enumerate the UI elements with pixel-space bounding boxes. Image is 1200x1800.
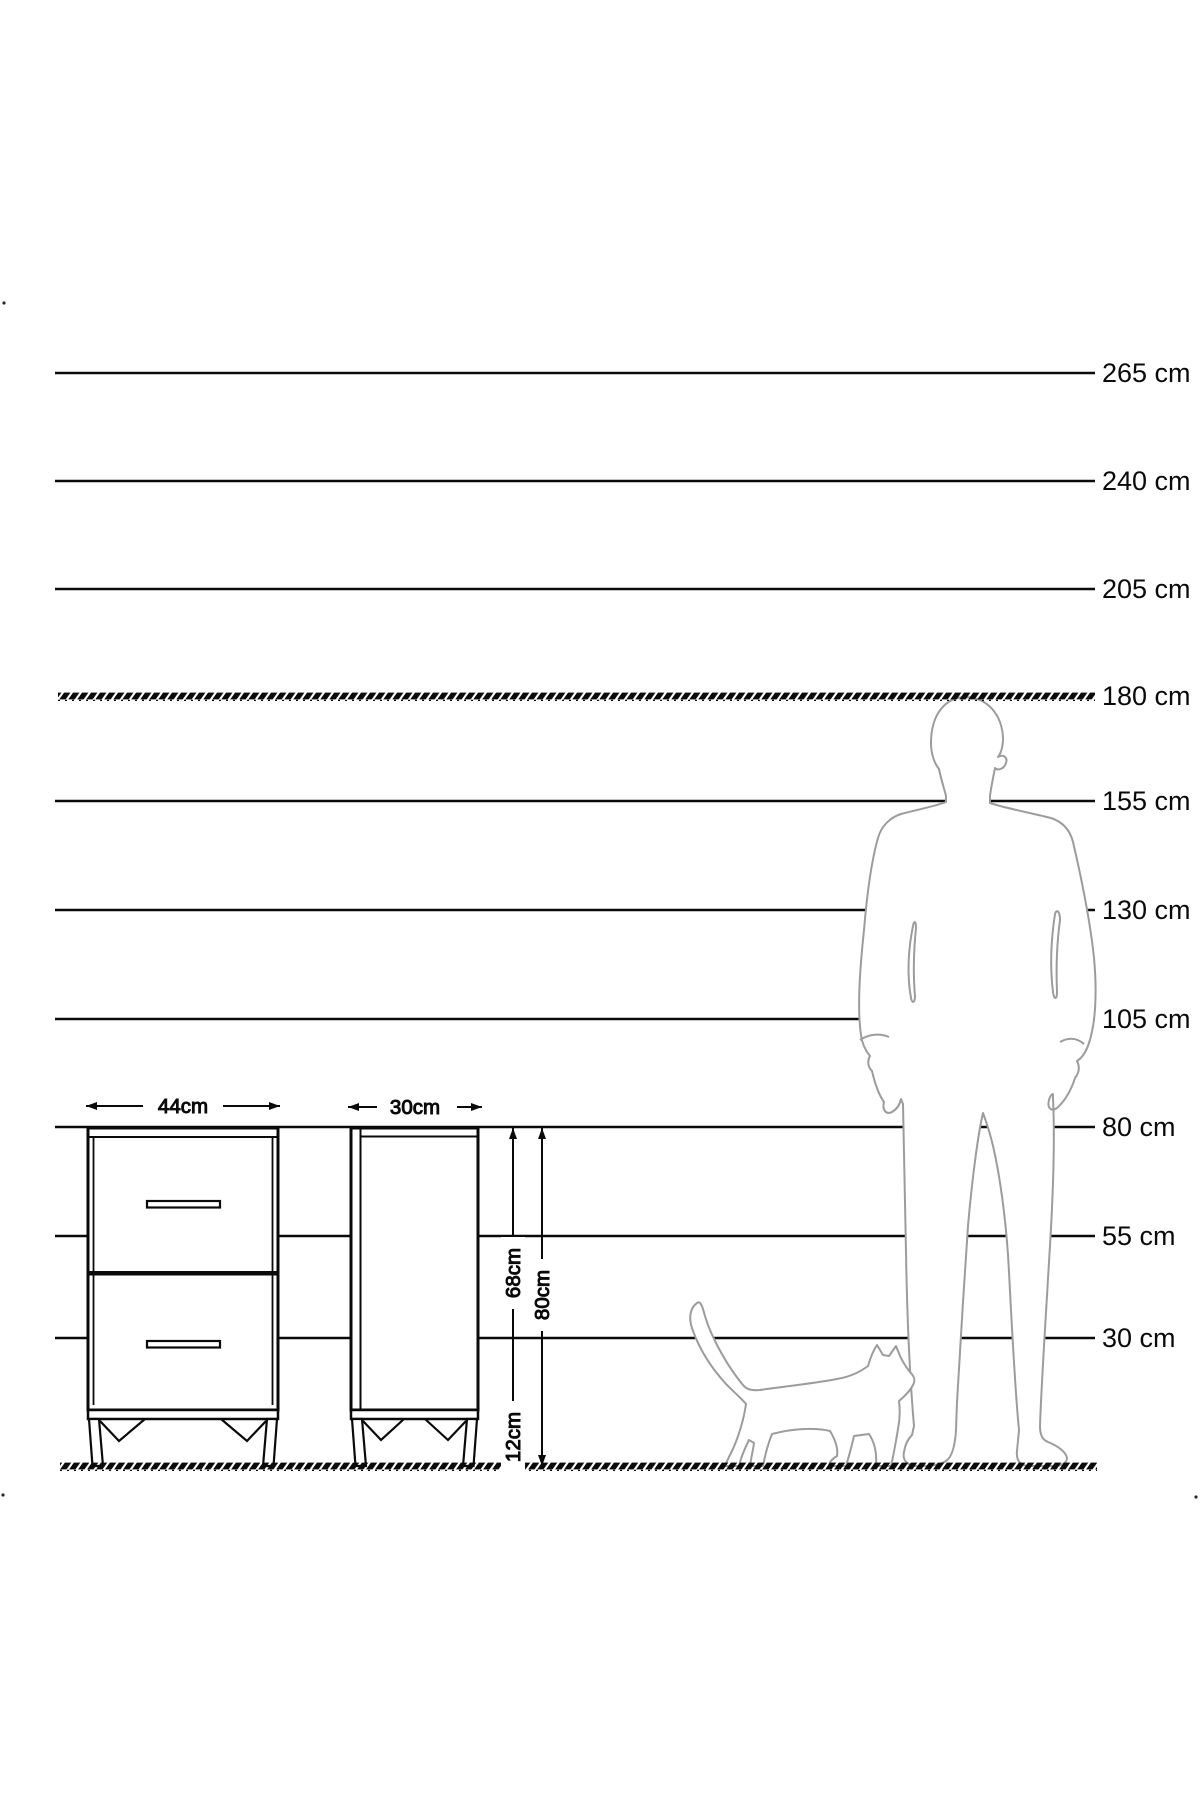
scale-label-80: 80 cm — [1102, 1112, 1176, 1142]
front-carcass — [88, 1128, 278, 1410]
scale-label-205: 205 cm — [1102, 574, 1191, 604]
scale-label-265: 265 cm — [1102, 358, 1191, 388]
hatched-line-180cm — [58, 693, 1095, 700]
front-right-leg-brace — [221, 1419, 266, 1441]
front-width-label: 44cm — [157, 1095, 209, 1118]
side-carcass — [351, 1128, 478, 1410]
speck — [1, 1493, 4, 1496]
scale-label-130: 130 cm — [1102, 895, 1191, 925]
side-right-leg-brace — [425, 1419, 466, 1440]
carcass-and-leg-height-dimension — [501, 1128, 525, 1473]
scale-label-240: 240 cm — [1102, 466, 1191, 496]
leg-height-label: 12cm — [502, 1411, 525, 1463]
speck — [1194, 1495, 1197, 1498]
walking-cat-silhouette — [690, 1302, 914, 1466]
side-depth-dimension — [348, 1093, 482, 1119]
front-left-leg-brace — [100, 1419, 145, 1441]
arrowhead-right — [269, 1102, 280, 1110]
side-depth-label: 30cm — [389, 1096, 441, 1119]
nightstand-side-view — [351, 1128, 478, 1466]
side-right-leg — [463, 1419, 477, 1466]
scale-label-30: 30 cm — [1102, 1323, 1176, 1353]
scale-label-105: 105 cm — [1102, 1004, 1191, 1034]
side-left-leg — [352, 1419, 366, 1466]
arrowhead-left — [86, 1102, 97, 1110]
speck — [2, 301, 5, 304]
front-left-leg — [89, 1419, 103, 1466]
cat-silhouette — [690, 1302, 914, 1466]
arrowhead-up — [509, 1128, 517, 1139]
drawer-divider — [89, 1271, 277, 1276]
scale-label-180: 180 cm — [1102, 681, 1191, 711]
arrowhead-right — [471, 1103, 482, 1111]
total-height-label: 80cm — [531, 1269, 554, 1321]
height-scale-labels — [1102, 358, 1191, 1353]
scale-label-55: 55 cm — [1102, 1221, 1176, 1251]
total-height-dimension — [530, 1128, 554, 1466]
side-left-leg-brace — [363, 1419, 404, 1440]
drawer-handle-top — [147, 1201, 220, 1208]
side-plinth — [351, 1410, 478, 1419]
carcass-height-label: 68cm — [502, 1247, 525, 1299]
front-plinth — [88, 1410, 278, 1419]
front-right-leg — [263, 1419, 277, 1466]
arrowhead-left — [348, 1103, 359, 1111]
nightstand-front-view — [88, 1128, 278, 1466]
ground-line — [60, 1463, 1097, 1470]
drawer-handle-bottom — [147, 1341, 220, 1348]
scale-label-155: 155 cm — [1102, 786, 1191, 816]
front-width-dimension — [86, 1092, 280, 1118]
arrowhead-up — [538, 1128, 546, 1139]
